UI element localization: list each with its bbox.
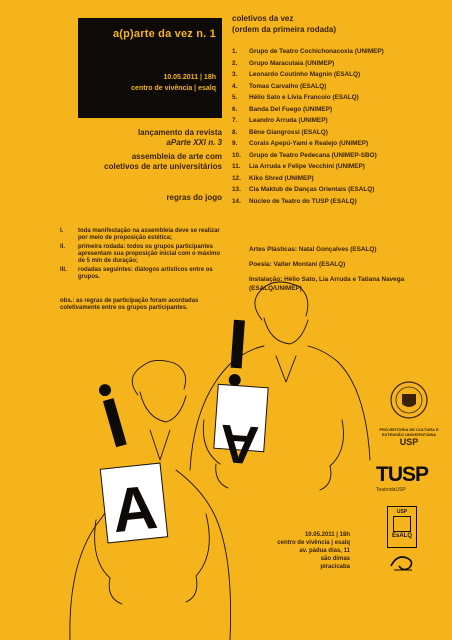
event-date-time: 10.05.2011 | 18h [163, 74, 216, 81]
event-place: centro de vivência | esalq [131, 85, 216, 92]
rule-item: II. primeira rodada: todos os grupos participantes apresentam sua proposição inicial com o máximo de 5 min de duração; [60, 244, 221, 264]
left-sign-letter: A [108, 472, 161, 547]
magazine-name: aParte XXI n. 3 [166, 138, 222, 147]
list-item: 9. Corais Apepú-Yami e Realejo (UNIMEP) [232, 140, 369, 147]
tusp-subtitle: TeatrodaUSP [376, 487, 406, 493]
esalq-label: EsALQ [391, 533, 412, 539]
installation-credit: Instalação: Hélio Sato, Lia Arruda e Tatiana Navega (ESALQ/UNIMEP) [249, 276, 405, 292]
assembly-line: assembleia de arte com [131, 152, 222, 161]
crest-icon [378, 380, 440, 422]
collectives-line: coletivos de arte universitários [104, 162, 222, 171]
visual-arts-credit: Artes Plásticas: Natal Gonçalves (ESALQ) [249, 246, 377, 253]
right-exclamation [228, 320, 245, 387]
list-item: 13. Cia Maktub de Danças Orientais (ESALQ) [232, 186, 375, 193]
venue-city: piracicaba [320, 564, 350, 570]
left-exclamation [98, 383, 127, 448]
swirl-logo-icon [388, 552, 418, 574]
list-item: 12. Kiko Shred (UNIMEP) [232, 174, 314, 182]
rule-item: III. rodadas seguintes: diálogos artísticos entre os grupos. [60, 267, 213, 280]
rules-title: regras do jogo [166, 193, 222, 202]
observation-note: obs.: as regras de participação foram acordadas coletivamente entre os grupos participantes. [60, 298, 199, 311]
poetry-credit: Poesia: Valter Montani (ESALQ) [249, 261, 346, 268]
list-item: 5. Hélio Sato e Lívia Francoio (ESALQ) [232, 94, 359, 101]
right-figure-collar [276, 356, 296, 382]
right-figure-face [264, 318, 308, 344]
list-item: 6. Banda Del Fuego (UNIMEP) [232, 105, 333, 113]
left-figure-face [140, 392, 186, 422]
list-item: 1. Grupo de Teatro Cochichonacoxia (UNIMEP) [232, 48, 384, 55]
event-title: a(p)arte da vez n. 1 [112, 28, 216, 40]
prceu-label: PRÓ-REITORIA DE CULTURA E EXTENSÃO UNIVERSITÁRIA [379, 427, 439, 437]
venue-street: av. pádua dias, 11 [299, 548, 350, 554]
tusp-logo: TUSP TeatrodaUSP [376, 463, 442, 493]
list-item: 7. Leandro Arruda (UNIMEP) [232, 117, 328, 124]
list-item: 4. Tomas Carvalho (ESALQ) [232, 82, 327, 90]
collectives-heading: coletivos da vez [232, 14, 294, 23]
right-figure-hair [255, 282, 308, 320]
right-sign-letter: A [217, 412, 261, 476]
venue-date-time: 10.05.2011 | 18h [304, 532, 350, 538]
left-figure-collar [150, 430, 170, 460]
esalq-usp-label: USP [396, 509, 408, 515]
list-item: 11. Lia Arruda e Felipe Vecchini (UNIMEP) [232, 163, 365, 170]
list-item: 10. Grupo de Teatro Pedecana (UNIMEP-SBO) [232, 151, 377, 159]
venue-district: são dimas [320, 556, 350, 562]
left-figure-hair [132, 360, 185, 395]
list-item: 8. Bêne Giangrossi (ESALQ) [232, 128, 328, 136]
list-item: 3. Leonardo Coutinho Magnin (ESALQ) [232, 71, 361, 78]
venue-place: centro de vivência | esalq [277, 540, 350, 546]
list-item: 2. Grupo Maracutaia (UNIMEP) [232, 59, 335, 67]
prceu-logo [378, 380, 440, 447]
launch-line: lançamento da revista [137, 128, 222, 137]
venue-info [240, 531, 350, 571]
list-item: 14. Núcleo de Teatro do TUSP (ESALQ) [232, 197, 357, 205]
usp-label: USP [399, 437, 419, 447]
collectives-subheading: (ordem da primeira rodada) [232, 25, 337, 34]
rule-item: I. toda manifestação na assembleia deve se realizar por meio de proposição estética; [60, 228, 220, 241]
esalq-logo [387, 506, 417, 548]
building-icon [393, 516, 411, 532]
